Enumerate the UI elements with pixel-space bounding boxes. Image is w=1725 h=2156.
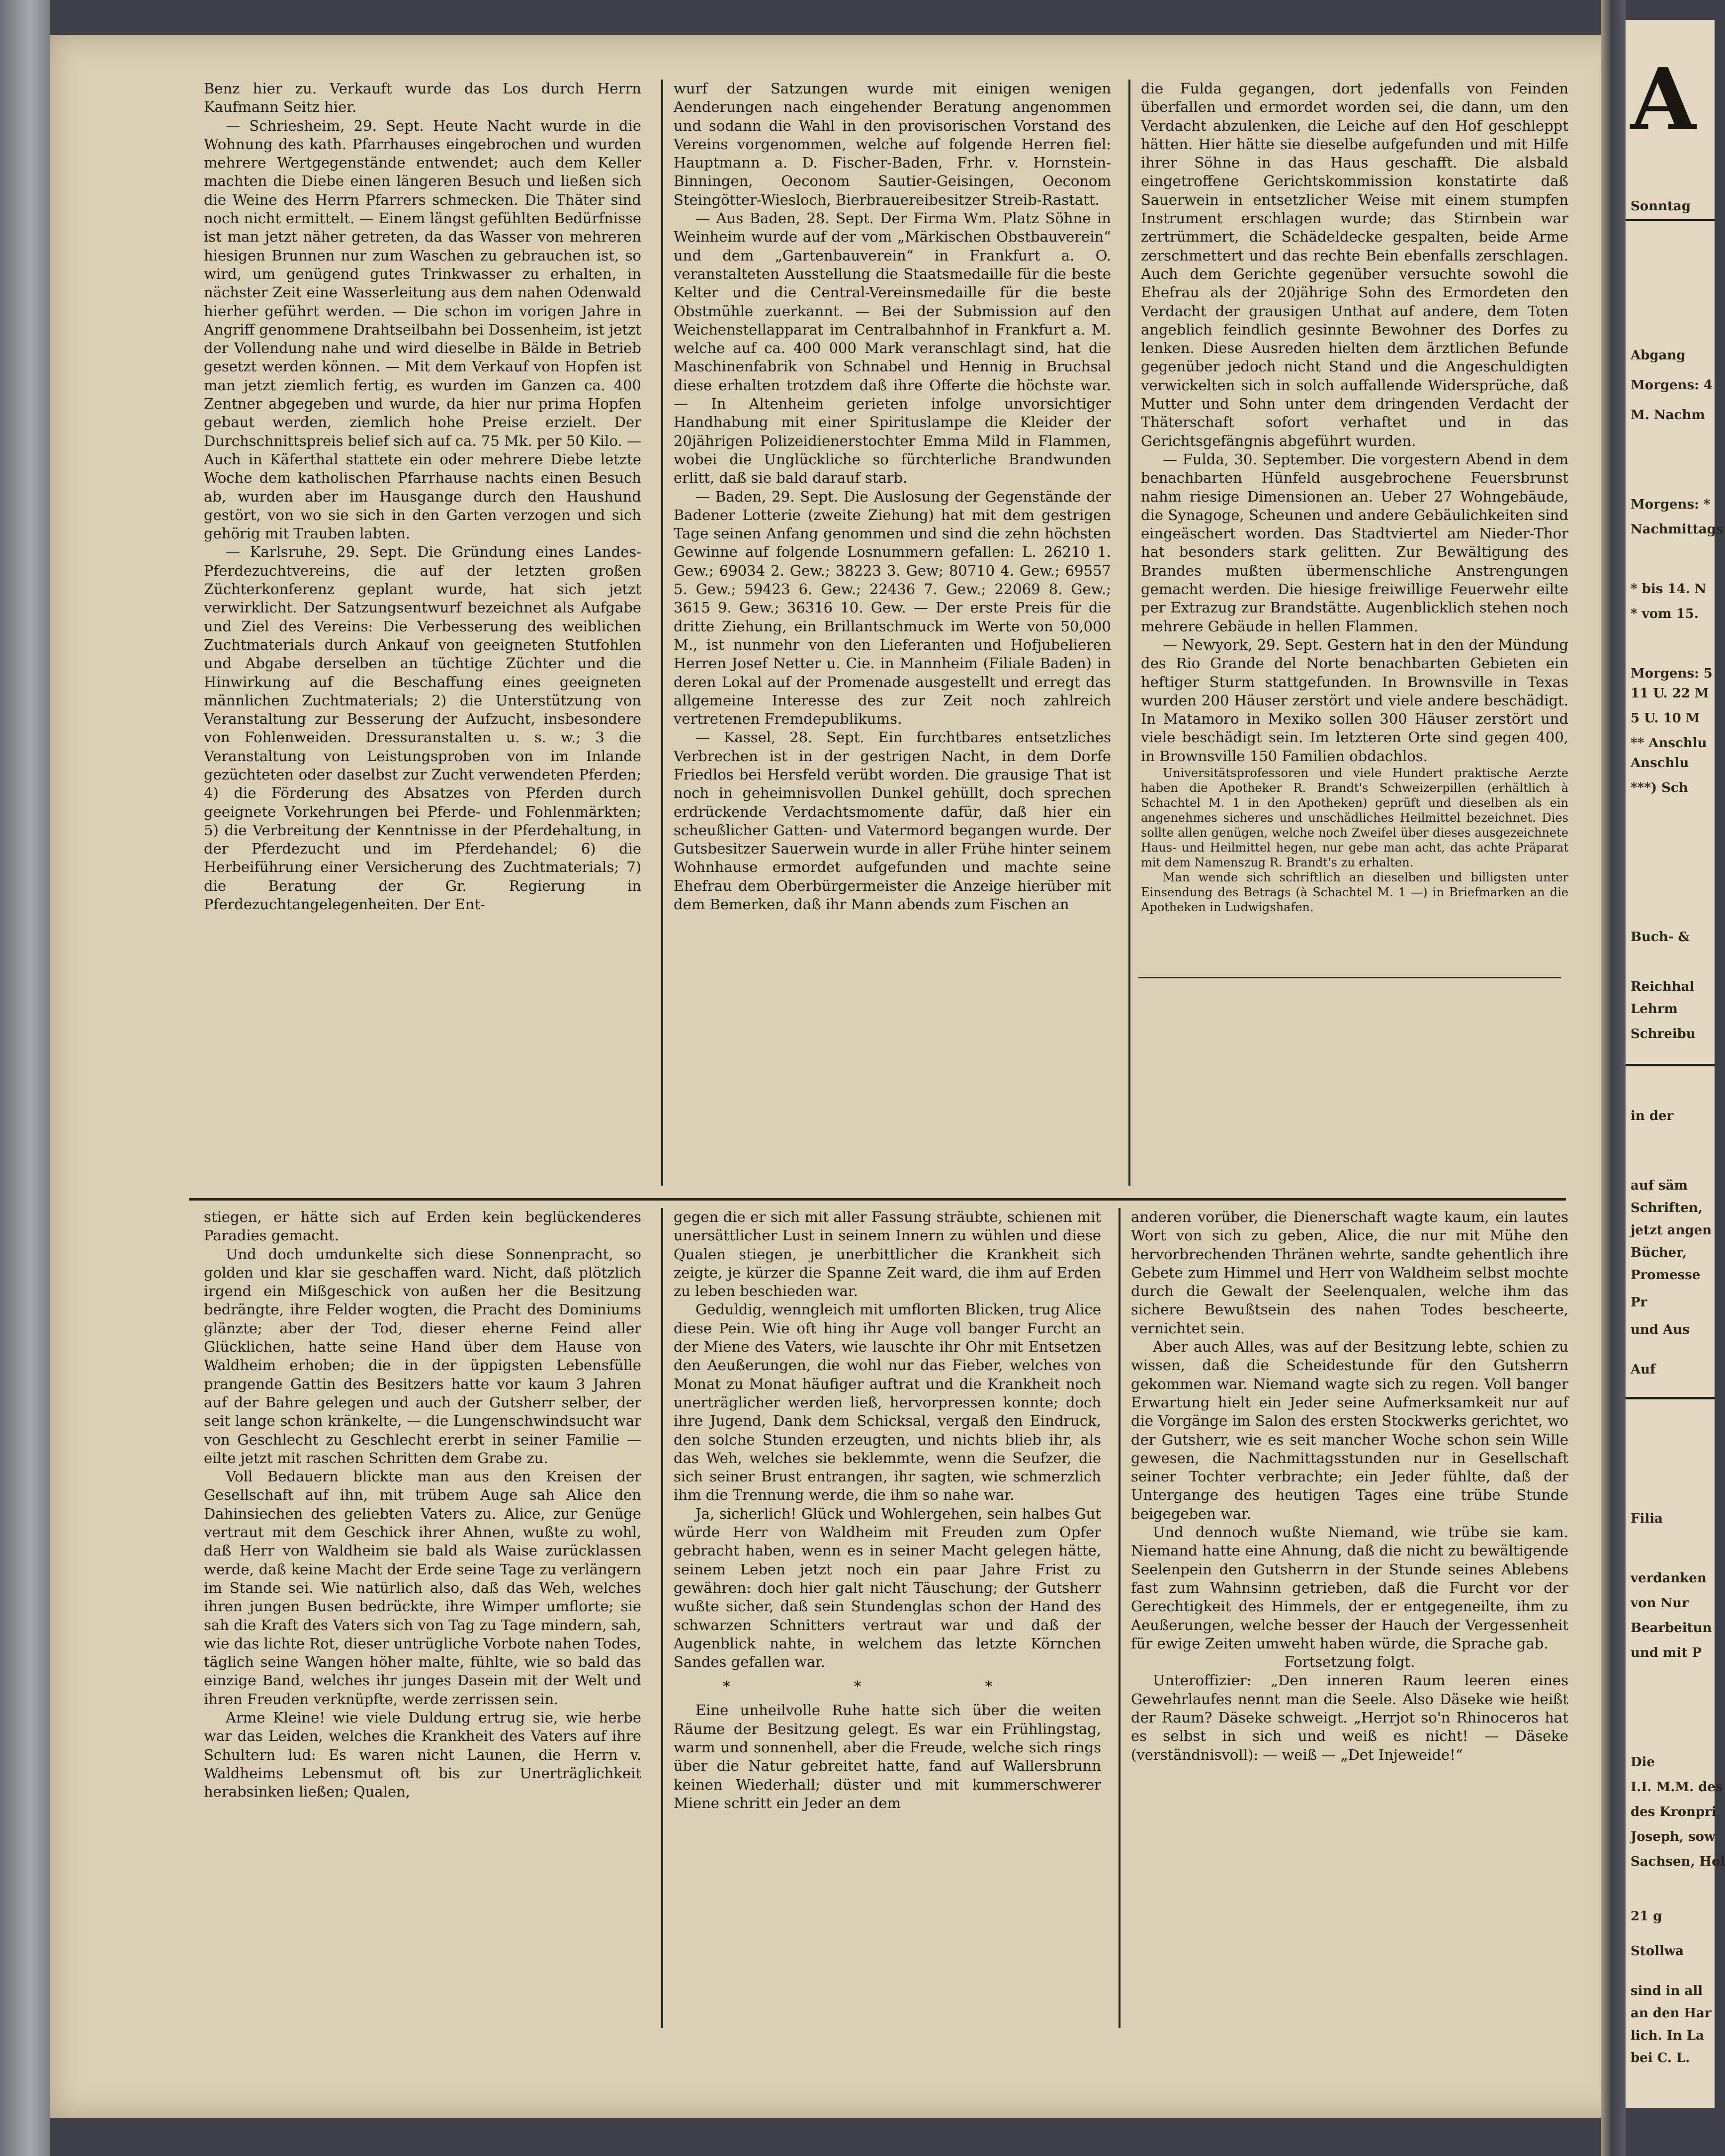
adjacent-rule [1626,219,1715,221]
adjacent-text-fragment: von Nur [1631,1596,1689,1611]
paragraph: Geduldig, wenngleich mit umflorten Blicken, trug Alice diese Pein. Wie oft hing ihr Auge voll banger Furcht an der Miene des Vaters, wie lauschte ihr Ohr mit Entsetzen den Aeußerungen, die wohl nur das Fieber, welches von Monat zu Monat häufiger auftrat und die Krankheit noch unerträglicher werden ließ, hervorpressen konnte; doch ihre Jugend, Dank dem Schicksal, vergaß den Eindruck, den solche Stunden erzeugten, und nichts blieb ihr, als das Weh, welches sie beklemmte, wenn die Seufzer, die sich seiner Brust entrangen, ihr sagten, wie schmerzlich ihm die Trennung werde, die ihm so nahe war. [674,1301,1101,1504]
adjacent-text-fragment: Anschlu [1631,756,1689,771]
adjacent-text-fragment: 21 g [1631,1909,1662,1924]
adjacent-text-fragment: Promesse [1631,1268,1701,1283]
adjacent-text-fragment: Auf [1631,1362,1656,1377]
adjacent-text-fragment: Filia [1631,1511,1663,1526]
adjacent-text-fragment: Nachmittags [1631,522,1724,537]
top-column-2 [674,80,1111,914]
paragraph: Aber auch Alles, was auf der Besitzung lebte, schien zu wissen, daß die Scheidestunde für den Gutsherrn gekommen war. Niemand wagte sich zu regen. Voll banger Erwartung hielt ein Jeder seine Aufmerksamkeit nur auf die Vorgänge im Salon des ersten Stockwerks gerichtet, wo der Gutsherr, wie es seit mancher Woche schon sein Wille gewesen, die Nachmittagsstunden nur in Gesellschaft seiner Tochter verbrachte; ein Jeder fühlte, daß der Untergange des heutigen Tages eine trübe Stunde beigegeben war. [1131,1338,1568,1522]
adjacent-text-fragment: Morgens: * [1631,497,1711,512]
page-gutter [1601,0,1626,2156]
paragraph: wurf der Satzungen wurde mit einigen wenigen Aenderungen nach eingehender Beratung angenommen und sodann die Wahl in den provisorischen Vorstand des Vereins vorgenommen, welche auf folgende Herren fiel: Hauptmann a. D. Fischer-Baden, Frhr. v. Hornstein-Binningen, Oeconom Sautier-Geisingen, Oeconom Steingötter-Wiesloch, Bierbrauereibesitzer Streib-Rastatt. [674,80,1111,208]
adjacent-text-fragment: Pr [1631,1295,1647,1310]
adjacent-text-fragment: Morgens: 5 [1631,666,1713,681]
column-rule-top-left [661,80,663,1186]
adjacent-text-fragment: Bücher, [1631,1245,1687,1260]
adjacent-rule [1626,1397,1715,1399]
paragraph: anderen vorüber, die Dienerschaft wagte kaum, ein lautes Wort von sich zu geben, Alice, die nur mit Mühe den hervorbrechenden Thränen wehrte, sandte gehentlich ihre Gebete zum Himmel und Herr von Waldheim selbst mochte durch die Gewalt der Seelenqualen, welche ihm das sichere Bewußtsein des nahen Todes bescheerte, vernichtet sein. [1131,1208,1568,1337]
adjacent-text-fragment: Stollwa [1631,1944,1684,1959]
adjacent-text-fragment: Bearbeitun [1631,1621,1712,1636]
adjacent-text-fragment: * vom 15. [1631,606,1699,621]
adjacent-text-fragment: Morgens: 4 [1631,378,1713,393]
column-rule-bottom-right [1119,1208,1121,2028]
paragraph: gegen die er sich mit aller Fassung sträubte, schienen mit unersättlicher Lust in seinem Innern zu wühlen und diese Qualen stiegen, je unerbittlicher die Krankheit sich zeigte, je kürzer die Spanne Zeit ward, die ihm auf Erden zu leben beschieden war. [674,1208,1101,1300]
adjacent-text-fragment: Sachsen, Hol [1631,1854,1725,1869]
paragraph: — Kassel, 28. Sept. Ein furchtbares entsetzliches Verbrechen ist in der gestrigen Nacht, in dem Dorfe Friedlos bei Hersfeld verübt worden. Die grausige That ist noch in geheimnisvollen Dunkel gehüllt, doch sprechen erdrückende Verdachtsmomente dafür, daß hier ein scheußlicher Gatten- und Vatermord begangen wurde. Der Gutsbesitzer Sauerwein wurde in aller Frühe hinter seinem Wohnhause ermordet aufgefunden und machte seine Ehefrau dem Oberbürgermeister die Anzeige hierüber mit dem Bemerken, daß ihr Mann abends zum Fischen an [674,729,1111,913]
adjacent-text-fragment: ** Anschlu [1631,736,1707,751]
bottom-column-2 [674,1208,1101,1812]
adjacent-text-fragment: auf säm [1631,1178,1688,1193]
paragraph: Arme Kleine! wie viele Duldung ertrug sie, wie herbe war das Leiden, welches die Krankheit des Vaters auf ihre Schultern lud: Es waren nicht Launen, die Herrn v. Waldheims Lebensmut oft bis zur Unerträglichkeit herabsinken ließen; Qualen, [204,1709,641,1801]
adjacent-text-fragment: lich. In La [1631,2028,1704,2043]
adjacent-text-fragment: in der [1631,1109,1674,1123]
section-break [674,1671,1101,1701]
paragraph: Eine unheilvolle Ruhe hatte sich über die weiten Räume der Besitzung gelegt. Es war ein Frühlingstag, warm und sonnenhell, aber die Freude, welche sich rings über die Natur gebreitet hatte, fand auf Wallersbrunn keinen Wiederhall; düster und mit kummerschwerer Miene schritt ein Jeder an dem [674,1702,1101,1811]
top-column-3 [1141,80,1568,915]
adjacent-text-fragment: I.I. M.M. des [1631,1780,1723,1795]
adjacent-rule [1626,1064,1715,1066]
adjacent-text-fragment: und Aus [1631,1322,1690,1337]
book-spine [0,0,50,2156]
adjacent-text-fragment: 11 U. 22 M [1631,686,1709,701]
advert-rule-top [1138,977,1561,978]
section-divider [189,1198,1566,1201]
paragraph: Man wende sich schriftlich an dieselben und billigsten unter Einsendung des Betrags (à Schachtel M. 1 —) in Briefmarken an die Apotheken in Ludwigshafen. [1141,870,1568,914]
paragraph: — Fulda, 30. September. Die vorgestern Abend in dem benachbarten Hünfeld ausgebrochene Feuersbrunst nahm riesige Dimensionen an. Ueber 27 Wohngebäude, die Synagoge, Scheunen und andere Gebäulichkeiten sind eingeäschert worden. Das Stadtviertel am Nieder-Thor hat besonders stark gelitten. Zur Bewältigung des Brandes mußten übermenschliche Anstrengungen gemacht werden. Die hiesige freiwillige Feuerwehr eilte per Extrazug zur Brandstätte. Augenblicklich stehen noch mehrere Gebäude in hellen Flammen. [1141,450,1568,635]
adjacent-text-fragment: an den Har [1631,2006,1712,2021]
bottom-column-1 [204,1208,641,1802]
paragraph: — Aus Baden, 28. Sept. Der Firma Wm. Platz Söhne in Weinheim wurde auf der vom „Märkischen Obstbauverein“ und dem „Gartenbauverein“ in Frankfurt a. O. veranstalteten Ausstellung die Staatsmedaille für die beste Kelter und die Central-Vereinsmedaille für die beste Obstmühle zuerkannt. — Bei der Submission auf den Weichenstellapparat im Centralbahnhof in Frankfurt a. M. welche auf ca. 400 000 Mark veranschlagt sind, hat die Maschinenfabrik von Schnabel und Hennig in Bruchsal diese erhalten trotzdem daß ihre Offerte die höchste war. — In Altenheim gerieten infolge unvorsichtiger Handhabung mit einer Spirituslampe die Kleider der 20jährigen Polizeidienerstochter Emma Mild in Flammen, wobei die Unglückliche so fürchterliche Brandwunden erlitt, daß sie bald darauf starb. [674,210,1111,487]
paragraph: Und doch umdunkelte sich diese Sonnenpracht, so golden und klar sie geschaffen ward. Nicht, daß plötzlich irgend ein Mißgeschick von außen her die Besitzung bedrängte, ihre Felder wogten, die Pracht des Dominiums glänzte; aber der Tod, dieser eherne Feind aller Glücklichen, hatte seine Hand über dem Hause von Waldheim erhoben; die in der üppigsten Lebensfülle prangende Gattin des Besitzers hatte vor kaum 3 Jahren auf der Bahre gelegen und auch der Gutsherr selber, der seit lange schon kränkelte, — die Lungenschwindsucht war von Geschlecht zu Geschlecht ererbt in seiner Familie — eilte jetzt mit raschen Schritten dem Grabe zu. [204,1245,641,1466]
adjacent-text-fragment: bei C. L. [1631,2051,1690,2066]
paragraph: Universitätsprofessoren und viele Hundert praktische Aerzte haben die Apotheker R. Brandt's Schweizerpillen (erhältlich à Schachtel M. 1 in den Apotheken) geprüft und dieselben als ein angenehmes sicheres und unschädliches Heilmittel bezeichnet. Dies sollte allen genügen, welche noch Zweifel über dieses ausgezeichnete Haus- und Heilmittel hegen, nur gebe man acht, das achte Präparat mit dem Namenszug R. Brandt's zu erhalten. [1141,766,1568,869]
adjacent-masthead: A [1631,50,1696,149]
adjacent-text-fragment: Die [1631,1755,1655,1770]
top-column-1 [204,80,641,914]
paragraph: Unteroffizier: „Den inneren Raum leeren eines Gewehrlaufes nennt man die Seele. Also Däseke wie heißt der Raum? Däseke schweigt. „Herrjot so'n Rhinoceros hat es selbst in sich und weiß es nicht! — Däseke (verständnisvoll): — weiß — „Det Injeweide!“ [1131,1672,1568,1763]
column-rule-bottom-left [661,1208,663,2028]
adjacent-text-fragment: 5 U. 10 M [1631,711,1700,726]
adjacent-text-fragment: sind in all [1631,1984,1703,1998]
adjacent-text-fragment: Schreibu [1631,1027,1696,1041]
adjacent-text-fragment: Lehrm [1631,1002,1678,1017]
adjacent-text-fragment: Reichhal [1631,979,1695,994]
section-stars: * * * [723,1678,1052,1695]
adjacent-text-fragment: Buch- & [1631,930,1690,945]
paragraph: — Newyork, 29. Sept. Gestern hat in den der Mündung des Rio Grande del Norte benachbarten Gebieten ein heftiger Sturm stattgefunden. In Brownsville in Texas wurden 200 Häuser zerstört und viele andere beschädigt. In Matamoro in Mexiko sollen 300 Häuser zerstört und viele beschädigt sein. Im letzteren Orte sind gegen 400, in Brownsville 150 Familien obdachlos. [1141,636,1568,765]
adjacent-text-fragment: M. Nachm [1631,408,1705,423]
paragraph: Benz hier zu. Verkauft wurde das Los durch Herrn Kaufmann Seitz hier. [204,80,641,116]
adjacent-text-fragment: ***) Sch [1631,780,1688,795]
adjacent-page-edge [1626,20,1725,2108]
adjacent-text-fragment: jetzt angen [1631,1223,1712,1238]
adjacent-text-fragment: Sonntag [1631,199,1691,214]
adjacent-text-fragment: Joseph, sow [1631,1829,1716,1844]
paragraph: stiegen, er hätte sich auf Erden kein beglückenderes Paradies gemacht. [204,1208,641,1244]
paragraph: — Karlsruhe, 29. Sept. Die Gründung eines Landes-Pferdezuchtvereins, die auf der letzten großen Züchterkonferenz geplant wurde, hat sich jetzt verwirklicht. Der Satzungsentwurf bezeichnet als Aufgabe und Ziel des Vereins: Die Verbesserung des weiblichen Zuchtmaterials durch Ankauf von geeigneten Stutfohlen und Abgabe derselben an tüchtige Züchter und die Hinwirkung auf die Beschaffung eines geeigneten männlichen Zuchtmaterials; 2) die Unterstützung von Veranstaltung zur Besserung der Aufzucht, insbesondere von Fohlenweiden. Dressuranstalten u. s. w.; 3 die Veranstaltung von Leistungsproben von im Inlande gezüchteten oder daselbst zur Zucht verwendeten Pferden; 4) die Förderung des Absatzes von Pferden durch geeignete Vorkehrungen bei Pferde- und Fohlenmärkten; 5) die Verbreitung der Kenntnisse in der Pferdehaltung, in der Pferdezucht und im Pferdehandel; 6) die Herbeiführung einer Versicherung des Zuchtmaterials; 7) die Beratung der Gr. Regierung in Pferdezuchtangelegenheiten. Der Ent- [204,543,641,913]
paragraph: Fortsetzung folgt. [1284,1653,1415,1671]
paragraph: Voll Bedauern blickte man aus den Kreisen der Gesellschaft auf ihn, mit trübem Auge sah Alice den Dahinsiechen des geliebten Vaters zu. Alice, zur Genüge vertraut mit dem Geschick ihrer Ahnen, wußte zu wohl, daß Herr von Waldheim sie bald als Waise zurücklassen werde, daß keine Macht der Erde seine Tage zu verlängern im Stande sei. Wie natürlich also, daß das Weh, welches ihren jungen Busen bedrückte, ihre Wimper umflorte; sie sah die Kraft des Vaters sich von Tag zu Tage mindern, sah, wie das lichte Rot, dieser untrügliche Vorbote nahen Todes, täglich seine Wangen höher malte, fühlte, wie so bald das einzige Band, welches ihr junges Dasein mit der Welt und ihren Freuden verknüpfte, werde zerrissen sein. [204,1468,641,1708]
column-rule-top-right [1128,80,1130,1186]
adjacent-text-fragment: und mit P [1631,1645,1702,1660]
paragraph: Ja, sicherlich! Glück und Wohlergehen, sein halbes Gut würde Herr von Waldheim mit Freuden zum Opfer gebracht haben, wenn es in seiner Macht gelegen hätte, seinem Leben jetzt noch ein paar Jahre Frist zu gewähren: doch hier galt nicht Täuschung; der Gutsherr wußte sicher, daß sein Stundenglas schon der Hand des schwarzen Schnitters vertraut war und daß der Augenblick nahte, in welchem das letzte Körnchen Sandes gefallen war. [674,1505,1101,1671]
adjacent-text-fragment: Schriften, [1631,1201,1703,1215]
bottom-column-3 [1131,1208,1568,1764]
paragraph: Und dennoch wußte Niemand, wie trübe sie kam. Niemand hatte eine Ahnung, daß die nicht zu bewältigende Seelenpein den Gutsherrn in der Stunde seines Ablebens fast zum Wahnsinn getrieben, daß die Furcht vor der Gerechtigkeit des Himmels, der er entgegeneilte, ihm zu Aeußerungen, welche besser der Hauch der Vergessenheit für ewige Zeiten umweht haben würde, die Sprache gab. [1131,1524,1568,1652]
adjacent-text-fragment: des Kronpri [1631,1805,1717,1819]
paragraph: die Fulda gegangen, dort jedenfalls von Feinden überfallen und ermordet worden sei, die dann, um den Verdacht abzulenken, die Leiche auf den Hof geschleppt hätten. Hier hätte sie dieselbe aufgefunden und mit Hilfe ihrer Söhne in das Haus geschafft. Die alsbald eingetroffene Gerichtskommission konstatirte daß Sauerwein in entsetzlicher Weise mit einem stumpfen Instrument erschlagen wurde; das Stirnbein war zertrümmert, die Schädeldecke gespalten, beide Arme zerschmettert und das rechte Bein ebenfalls zerschlagen. Auch dem Gerichte gegenüber versuchte sowohl die Ehefrau als der 20jährige Sohn des Ermordeten den Verdacht der grausigen Unthat auf andere, dem Toten angeblich feindlich gesinnte Bewohner des Dorfes zu lenken. Diese Ausreden hielten dem ärztlichen Befunde gegenüber jedoch nicht Stand und die Angeschuldigten verwickelten sich in solch auffallende Widersprüche, daß Mutter und Sohn unter dem dringenden Verdacht der Thäterschaft sofort verhaftet und in das Gerichtsgefängnis abgeführt wurden. [1141,80,1568,449]
adjacent-text-fragment: * bis 14. N [1631,582,1707,597]
paragraph: — Schriesheim, 29. Sept. Heute Nacht wurde in die Wohnung des kath. Pfarrhauses eingebrochen und wurden mehrere Wertgegenstände entwendet; auch dem Keller machten die Diebe einen längeren Besuch und ließen sich die Weine des Herrn Pfarrers schmecken. Die Thäter sind noch nicht ermittelt. — Einem längst gefühlten Bedürfnisse ist man jetzt näher getreten, da das Wasser von mehreren hiesigen Brunnen nur zum Waschen zu gebrauchen ist, so wird, um genügend gutes Trinkwasser zu erhalten, in nächster Zeit eine Wasserleitung aus dem nahen Odenwald hierher geführt werden. — Die schon im vorigen Jahre in Angriff genommene Drahtseilbahn bei Dossenheim, ist jetzt der Vollendung nahe und wird dieselbe in Bälde in Betrieb gesetzt werden können. — Mit dem Verkauf von Hopfen ist man jetzt ziemlich fertig, es wurden im Ganzen ca. 400 Zentner abgegeben und wurde, da hier nur prima Hopfen gebaut werden, ziemlich hohe Preise erzielt. Der Durchschnittspreis belief sich auf ca. 75 Mk. per 50 Kilo. — Auch in Käferthal stattete ein oder mehrere Diebe letzte Woche dem katholischen Pfarrhause nachts einen Besuch ab, wurden aber im Hausgange durch den Haushund gestört, von wo sie sich in den Garten verzogen und sich gehörig mit Trauben labten. [204,117,641,542]
paragraph: — Baden, 29. Sept. Die Auslosung der Gegenstände der Badener Lotterie (zweite Ziehung) hat mit dem gestrigen Tage seinen Anfang genommen und sind die zehn höchsten Gewinne auf folgende Losnummern gefallen: L. 26210 1. Gew.; 69034 2. Gew.; 38223 3. Gew; 80710 4. Gew.; 69557 5. Gew.; 59423 6. Gew.; 22436 7. Gew.; 22069 8. Gew.; 3615 9. Gew.; 36316 10. Gew. — Der erste Preis für die dritte Ziehung, ein Brillantschmuck im Werte von 50,000 M., ist nunmehr von den Lieferanten und Hofjubelieren Herren Josef Netter u. Cie. in Mannheim (Filiale Baden) in deren Lokal auf der Promenade ausgestellt und erregt das allgemeine Interesse des zur Zeit noch zahlreich vertretenen Fremdepublikums. [674,488,1111,728]
adjacent-text-fragment: Abgang [1631,348,1686,363]
adjacent-text-fragment: verdanken [1631,1571,1707,1586]
